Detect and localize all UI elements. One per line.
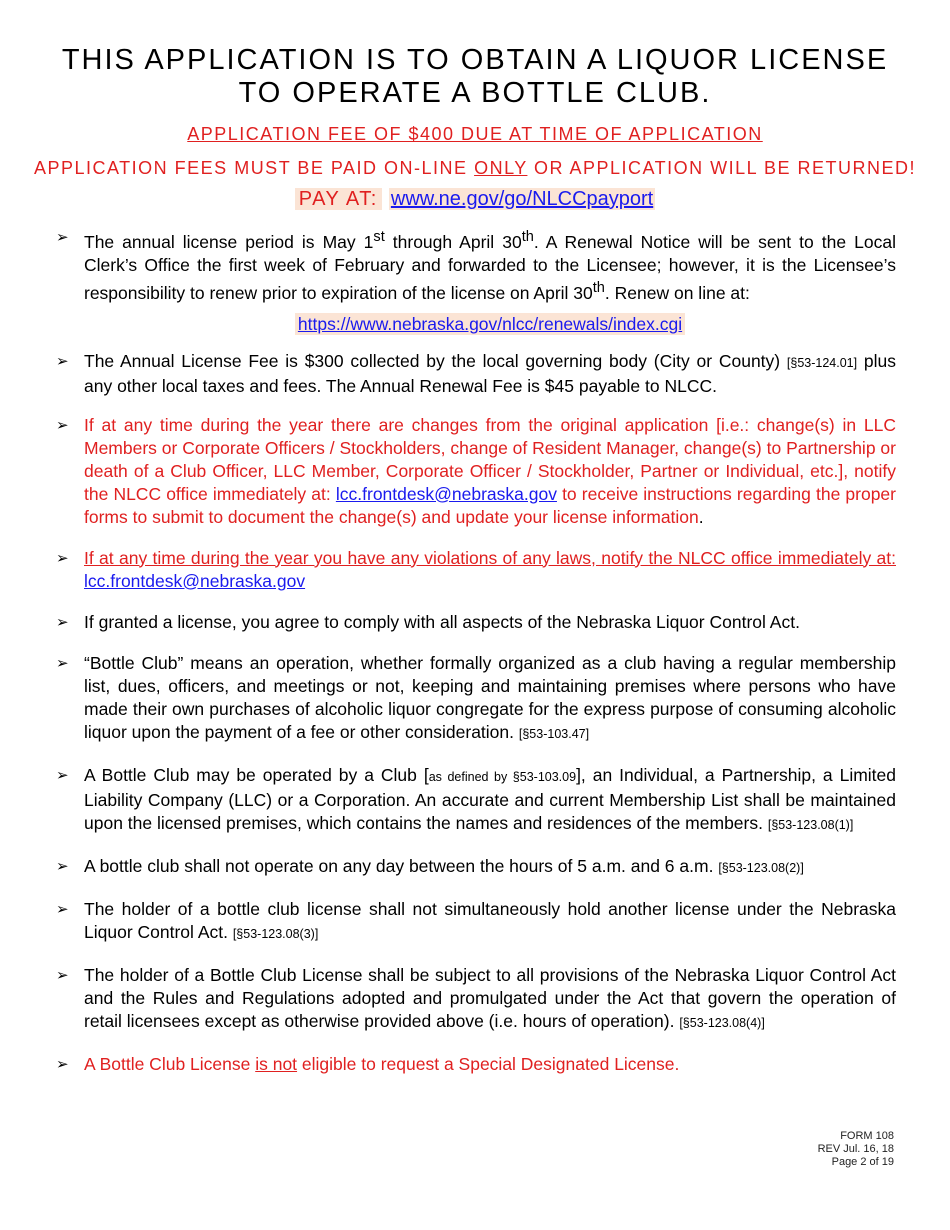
superscript: th — [521, 229, 534, 245]
list-item-sdl — [56, 1053, 896, 1076]
definition-text: “Bottle Club” means an operation, whether formally organized as a club having a regular membership list, dues, officers, and meetings or not, keeping and maintaining premises where persons who have made their own purchases of alcoholic liquor congregate for the express purpose of consuming alcoholic liquor upon the payment of a fee or other consideration. — [84, 652, 896, 742]
frontdesk-email-link[interactable]: lcc.frontdesk@nebraska.gov — [335, 483, 557, 504]
sdl-emphasis: is not — [255, 1053, 298, 1074]
list-item-definition — [56, 652, 896, 746]
other-license-text: The holder of a bottle club license shall not simultaneously hold another license under the Nebraska Liquor Control Act. — [84, 898, 896, 942]
list-item-annual-fee — [56, 350, 896, 398]
hours-text: A bottle club shall not operate on any day between the hours of 5 a.m. and 6 a.m. — [84, 855, 719, 876]
statute-citation: [§53-103.47] — [518, 726, 590, 741]
pay-at-label: PAY AT: — [295, 188, 382, 210]
list-item-license-period — [56, 226, 896, 336]
online-notice-before: APPLICATION FEES MUST BE PAID ON-LINE — [33, 158, 475, 178]
list-item-violations — [56, 547, 896, 593]
page-title — [0, 44, 950, 110]
list-item-comply — [56, 611, 896, 634]
arrowhead-bullet-icon: ➢ — [56, 857, 69, 875]
provisions-text: The holder of a Bottle Club License shall be subject to all provisions of the Nebraska Liquor Control Act and the Rules and Regulations adopted and promulgated under the Act that govern the operation of retail licensees except as otherwise provided above (i.e. hours of operation). — [84, 964, 896, 1031]
statute-citation: [§53-124.01] — [786, 355, 858, 370]
list-item-other-license — [56, 898, 896, 946]
statute-citation: [§53-123.08(2)] — [718, 860, 804, 875]
sdl-text: A Bottle Club License — [84, 1053, 256, 1074]
list-item-hours — [56, 855, 896, 880]
arrowhead-bullet-icon: ➢ — [56, 766, 69, 784]
renewal-link-row — [84, 313, 896, 336]
online-notice-emphasis: ONLY — [474, 158, 528, 178]
pay-at-line — [0, 188, 950, 211]
sdl-text: eligible to request a Special Designated License. — [297, 1053, 680, 1074]
annual-fee-text: The Annual License Fee is $300 collected by the local governing body (City or County) — [84, 350, 787, 371]
form-number: FORM 108 — [840, 1130, 894, 1142]
superscript: th — [592, 279, 605, 296]
statute-citation: [§53-123.08(3)] — [232, 926, 319, 941]
annual-fee-text: plus any other local taxes and fees. The Annual Renewal Fee is $45 payable to NLCC. — [84, 350, 896, 396]
online-payment-notice — [0, 158, 950, 179]
license-period-text: The annual license period is May 1 — [84, 231, 374, 252]
changes-end: . — [698, 506, 704, 527]
arrowhead-bullet-icon: ➢ — [56, 416, 69, 434]
comply-text: If granted a license, you agree to comply with all aspects of the Nebraska Liquor Control Act. — [84, 611, 800, 632]
form-footer — [818, 1130, 894, 1169]
revision-date: REV Jul. 16, 18 — [817, 1143, 894, 1155]
list-item-provisions — [56, 964, 896, 1035]
statute-citation: [§53-123.08(4)] — [679, 1015, 765, 1030]
list-item-operators — [56, 764, 896, 837]
fee-notice — [0, 124, 950, 145]
violations-email-link[interactable]: lcc.frontdesk@nebraska.gov — [84, 570, 306, 591]
statute-citation: as defined by §53-103.09 — [428, 769, 577, 784]
changes-text: to receive instructions regarding the proper forms to submit to document the change(s) and update your license information — [84, 483, 896, 527]
arrowhead-bullet-icon: ➢ — [56, 549, 69, 567]
superscript: st — [373, 229, 385, 245]
license-period-text: through April 30 — [384, 231, 522, 252]
license-period-text: . Renew on line at: — [604, 282, 750, 303]
fee-notice-text: APPLICATION FEE OF $400 DUE AT TIME OF APPLICATION — [187, 124, 763, 144]
title-line-1: THIS APPLICATION IS TO OBTAIN A LIQUOR LICENSE — [61, 44, 889, 76]
arrowhead-bullet-icon: ➢ — [56, 1055, 69, 1073]
statute-citation: [§53-123.08(1)] — [767, 817, 854, 832]
payport-link[interactable]: www.ne.gov/go/NLCCpayport — [390, 188, 654, 210]
online-notice-after: OR APPLICATION WILL BE RETURNED! — [527, 158, 917, 178]
arrowhead-bullet-icon: ➢ — [56, 654, 69, 672]
violations-text: If at any time during the year you have any violations of any laws, notify the NLCC office immediately at: — [84, 547, 896, 568]
arrowhead-bullet-icon: ➢ — [56, 352, 69, 370]
arrowhead-bullet-icon: ➢ — [56, 613, 69, 631]
operators-text: ], an Individual, a Partnership, a Limited Liability Company (LLC) or a Corporation. An accurate and current Membership List shall be maintained upon the licensed premises, which contains the names and residences of the members. — [84, 764, 896, 833]
operators-text: A Bottle Club may be operated by a Club [ — [84, 764, 429, 785]
list-item-changes — [56, 414, 896, 529]
arrowhead-bullet-icon: ➢ — [56, 229, 69, 246]
requirements-list — [56, 226, 896, 1076]
title-line-2: TO OPERATE A BOTTLE CLUB. — [238, 77, 712, 109]
page-number: Page 2 of 19 — [831, 1156, 894, 1168]
arrowhead-bullet-icon: ➢ — [56, 966, 69, 984]
arrowhead-bullet-icon: ➢ — [56, 900, 69, 918]
changes-text: If at any time during the year there are changes from the original application [i.e.: change(s) in LLC Members or Corporate Officers / Stockholders, change of Resident Manager, change(s) to Partnership or death of a Club Officer, LLC Member, Corporate Officer / Stockholder, Partner or Individual, etc.], notify the NLCC office immediately at: — [84, 414, 896, 504]
renewal-link[interactable]: https://www.nebraska.gov/nlcc/renewals/index.cgi — [295, 313, 685, 335]
license-period-text: . A Renewal Notice will be sent to the Local Clerk’s Office the first week of February and forwarded to the Licensee; however, it is the Licensee’s responsibility to renew prior to expiration of the license on April 30 — [84, 231, 896, 303]
